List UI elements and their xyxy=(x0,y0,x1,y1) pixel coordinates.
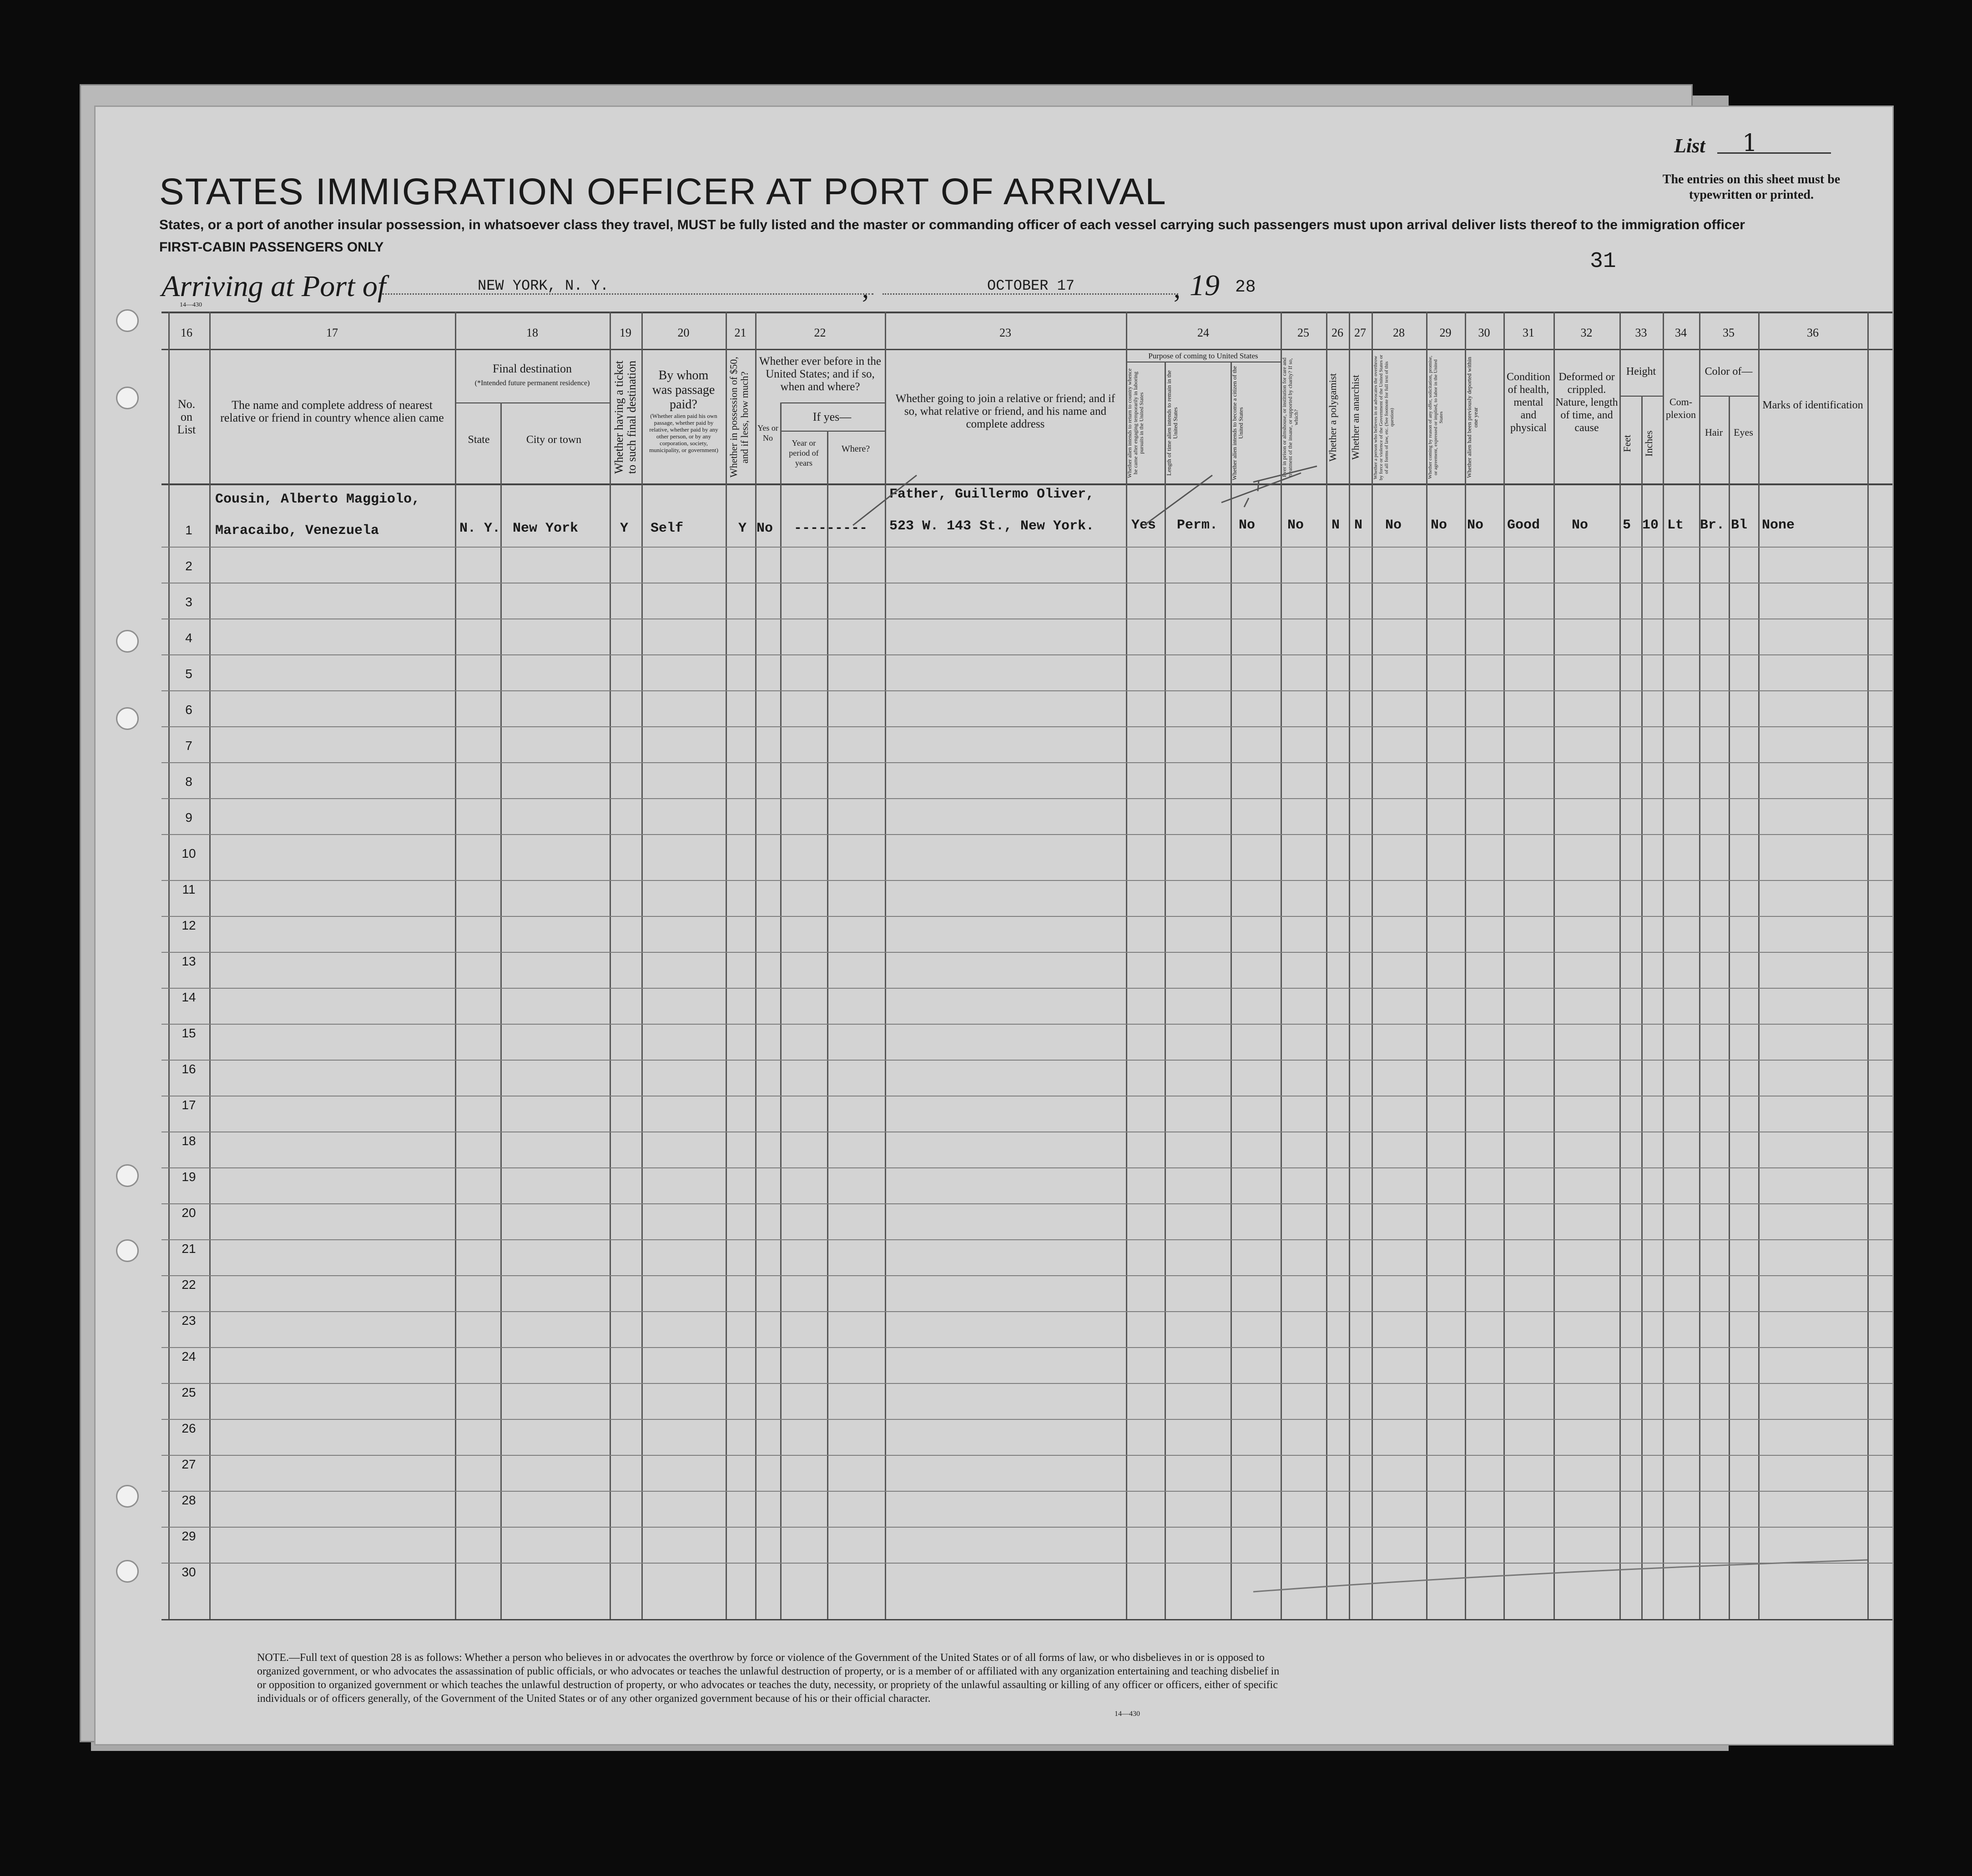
height-inches-value: 10 xyxy=(1642,518,1659,533)
header-deformed: Deformed or crippled. Nature, length of time, and cause xyxy=(1555,371,1618,434)
header-no-on-list: No. on List xyxy=(177,397,196,436)
row-number: 12 xyxy=(182,918,196,932)
pen-stroke xyxy=(853,475,917,525)
column-number: 18 xyxy=(526,326,538,339)
row-number: 30 xyxy=(182,1565,196,1579)
binder-hole xyxy=(116,387,139,409)
list-label: List xyxy=(1674,135,1705,157)
header-yes-or-no: Yes or No xyxy=(757,423,778,443)
column-number: 36 xyxy=(1807,326,1819,339)
row-number: 24 xyxy=(182,1349,196,1363)
header-city: City or town xyxy=(526,434,582,446)
column-number: 25 xyxy=(1297,326,1309,339)
row-number: 21 xyxy=(182,1242,196,1256)
page-subtitle: States, or a port of another insular possession, in whatsoever class they travel, MUST be fully listed and the master or commanding officer of each vessel carrying such passengers must upon arrival deliver lists thereof to the immigration officer xyxy=(159,217,1745,232)
header-relative-address: The name and complete address of nearest relative or friend in country whence alien came xyxy=(220,398,444,424)
eyes-value: Bl xyxy=(1731,518,1748,533)
row-number: 5 xyxy=(185,667,192,681)
deported-value: No xyxy=(1467,518,1484,533)
list-number: 1 xyxy=(1742,130,1758,157)
column-number: 28 xyxy=(1393,326,1405,339)
form-number: 14—430 xyxy=(180,302,202,308)
column-number: 30 xyxy=(1478,326,1490,339)
header-where: Where? xyxy=(841,444,870,454)
row-number: 7 xyxy=(185,739,192,753)
list-underline xyxy=(1717,152,1831,154)
relative-address: Maracaibo, Venezuela xyxy=(215,523,379,538)
polygamist-value: N xyxy=(1331,518,1340,533)
typewritten-note: The entries on this sheet must be typewritten or printed. xyxy=(1662,172,1841,202)
row-number: 20 xyxy=(182,1206,196,1220)
year-prefix: 19 xyxy=(1190,269,1220,302)
comma: , xyxy=(1174,273,1180,303)
year-suffix: 28 xyxy=(1235,277,1256,297)
row-number: 13 xyxy=(182,954,196,968)
binder-hole xyxy=(116,1560,139,1583)
header-inches: Inches xyxy=(1643,430,1654,457)
footnote: NOTE.—Full text of question 28 is as follows: Whether a person who believes in or advocates the overthrow by force or violence of the Government of the United States or of all forms of law, or who disbelieves in or is opposed to organized government, or who advocates the assassination of public officials, or who advocates or teaches the unlawful destruction of property, or is a member of or affiliated with any organization entertaining and teaching disbelief in or opposition to organized government or which teaches the unlawful destruction of property, or who advocates or teaches the duty, necessity, or propriety of the unlawful assaulting or killing of any officer or officers, either of specific individuals or of officers generally, of the Government of the United States or of any other organized government because of his or their official character. xyxy=(257,1652,1280,1705)
row-number: 11 xyxy=(182,882,196,896)
column-number: 23 xyxy=(999,326,1011,339)
row-number: 26 xyxy=(182,1421,196,1435)
column-number: 21 xyxy=(734,326,746,339)
header-if-yes: If yes— xyxy=(812,410,852,423)
row-number: 3 xyxy=(185,595,192,609)
column-number: 27 xyxy=(1354,326,1366,339)
column-number: 16 xyxy=(181,326,192,339)
header-hair: Hair xyxy=(1705,427,1723,438)
row-number: 9 xyxy=(185,810,192,825)
date-value: OCTOBER 17 xyxy=(987,277,1075,294)
header-offer: Whether coming by reason of any offer, solicitation, promise, or agreement, expressed or implied, to labor in the United States xyxy=(1427,356,1444,479)
hair-value: Br. xyxy=(1700,518,1725,533)
header-final-destination-note: (*Intended future permanent residence) xyxy=(474,379,590,387)
header-purpose-return: Whether alien intends to return to country whence he came after engaging temporarily in laboring pursuits in the United States xyxy=(1126,368,1145,478)
header-eyes: Eyes xyxy=(1734,427,1753,438)
row-number: 16 xyxy=(182,1062,196,1076)
port-dotted-line xyxy=(382,293,873,295)
header-height: Height xyxy=(1626,366,1656,377)
header-prison: Ever in prison or almshouse, or institution for care and treatment of the insane, or supported by charity? If so, which? xyxy=(1281,357,1299,477)
header-ever-before: Whether ever before in the United States; and if so, when and where? xyxy=(759,355,881,393)
ever-before-value: No xyxy=(757,521,773,536)
footnote-form-number: 14—430 xyxy=(1115,1710,1140,1718)
if-yes-dashes: --------- xyxy=(794,521,868,536)
header-purpose-length: Length of time alien intends to remain in the United States xyxy=(1165,370,1179,476)
page-title: STATES IMMIGRATION OFFICER AT PORT OF ARRIVAL xyxy=(159,171,1167,212)
pen-stroke xyxy=(1144,475,1212,525)
header-feet: Feet xyxy=(1621,435,1633,452)
health-value: Good xyxy=(1507,518,1540,533)
ticket-value: Y xyxy=(620,521,629,536)
anarchist-value: N xyxy=(1354,518,1363,533)
header-passage-paid: By whom was passage paid? xyxy=(652,368,715,412)
row-number: 14 xyxy=(182,990,196,1004)
header-passage-note: (Whether alien paid his own passage, whether paid by relative, whether paid by any other person, or by any corporation, society, municipality, or government) xyxy=(649,412,718,453)
header-final-destination: Final destination xyxy=(492,362,572,375)
row-number: 18 xyxy=(182,1134,196,1148)
deformed-value: No xyxy=(1572,518,1589,533)
complexion-value: Lt xyxy=(1667,518,1684,533)
binder-hole xyxy=(116,309,139,332)
row-number: 29 xyxy=(182,1529,196,1543)
header-complexion: Com-plexion xyxy=(1666,396,1696,420)
money-value: Y xyxy=(738,521,747,536)
paid-by-value: Self xyxy=(651,521,684,536)
column-number: 31 xyxy=(1523,326,1534,339)
relative-name: Cousin, Alberto Maggiolo, xyxy=(215,492,420,507)
header-ticket: Whether having a ticket to such final destination xyxy=(612,360,638,474)
header-purpose: Purpose of coming to United States xyxy=(1148,352,1258,360)
column-number: 17 xyxy=(326,326,338,339)
port-value: NEW YORK, N. Y. xyxy=(478,277,609,294)
join-relative-address: 523 W. 143 St., New York. xyxy=(889,518,1094,534)
page-number: 31 xyxy=(1590,249,1616,274)
marks-value: None xyxy=(1762,518,1795,533)
arriving-label: Arriving at Port of xyxy=(161,270,386,303)
header-state: State xyxy=(468,434,490,446)
header-purpose-citizen: Whether alien intends to become a citizen of the United States xyxy=(1231,366,1244,481)
row-number: 6 xyxy=(185,703,192,717)
row-number: 23 xyxy=(182,1313,196,1328)
binder-hole xyxy=(116,1485,139,1508)
header-deported: Whether alien had been previously deported within one year xyxy=(1466,357,1479,478)
comma: , xyxy=(862,273,869,303)
column-number: 29 xyxy=(1439,326,1452,339)
destination-city: New York xyxy=(513,521,579,536)
passenger-class: FIRST-CABIN PASSENGERS ONLY xyxy=(159,240,384,255)
column-number: 33 xyxy=(1635,326,1647,339)
column-number: 20 xyxy=(677,326,690,339)
header-marks: Marks of identification xyxy=(1762,399,1863,411)
row-number: 25 xyxy=(182,1385,196,1399)
prison-value: No xyxy=(1287,518,1304,533)
row-number: 27 xyxy=(182,1457,196,1471)
purpose-citizen-value: No xyxy=(1239,518,1256,533)
row-number: 10 xyxy=(182,846,196,860)
header-anarchist: Whether an anarchist xyxy=(1350,375,1361,460)
purpose-return-value: Yes xyxy=(1131,518,1156,533)
join-relative-name: Father, Guillermo Oliver, xyxy=(889,487,1094,502)
column-number: 24 xyxy=(1197,326,1209,339)
row-number: 22 xyxy=(182,1277,196,1292)
offer-value: No xyxy=(1431,518,1447,533)
column-number: 19 xyxy=(620,326,631,339)
row-number: 28 xyxy=(182,1493,196,1507)
pen-stroke xyxy=(1253,1560,1867,1592)
column-number: 26 xyxy=(1331,326,1343,339)
column-number: 22 xyxy=(814,326,826,339)
binder-hole xyxy=(116,707,139,730)
purpose-length-value: Perm. xyxy=(1177,518,1218,533)
column-number: 32 xyxy=(1580,326,1593,339)
row-number: 8 xyxy=(185,775,192,789)
header-join-relative: Whether going to join a relative or friend; and if so, what relative or friend, and his name and complete address xyxy=(895,392,1115,430)
column-number: 34 xyxy=(1675,326,1687,339)
row-number: 1 xyxy=(185,523,192,537)
destination-state: N. Y. xyxy=(459,521,501,536)
pen-stroke xyxy=(1221,473,1301,507)
binder-hole xyxy=(116,1239,139,1262)
header-health: Condition of health, mental and physical xyxy=(1506,371,1550,434)
header-overthrow: Whether a person who believes in or advocates the overthrow by force or violence of the Government of the United States or of all forms of law, etc. (See footnote for full text of this question) xyxy=(1373,355,1395,480)
binder-hole xyxy=(116,630,139,653)
height-feet-value: 5 xyxy=(1623,518,1631,533)
row-number: 2 xyxy=(185,559,192,573)
row-number: 17 xyxy=(182,1098,196,1112)
pen-marks xyxy=(161,312,1892,1626)
header-fifty-dollars: Whether in possession of $50, and if less, how much? xyxy=(728,357,750,478)
row-number: 19 xyxy=(182,1170,196,1184)
overthrow-value: No xyxy=(1385,518,1402,533)
header-color-of: Color of— xyxy=(1705,366,1753,377)
row-number: 15 xyxy=(182,1026,196,1040)
row-number: 4 xyxy=(185,631,192,645)
column-number: 35 xyxy=(1723,326,1735,339)
header-year-period: Year or period of years xyxy=(789,438,819,468)
manifest-table xyxy=(161,312,1892,1626)
binder-hole xyxy=(116,1164,139,1187)
header-polygamist: Whether a polygamist xyxy=(1327,373,1338,462)
